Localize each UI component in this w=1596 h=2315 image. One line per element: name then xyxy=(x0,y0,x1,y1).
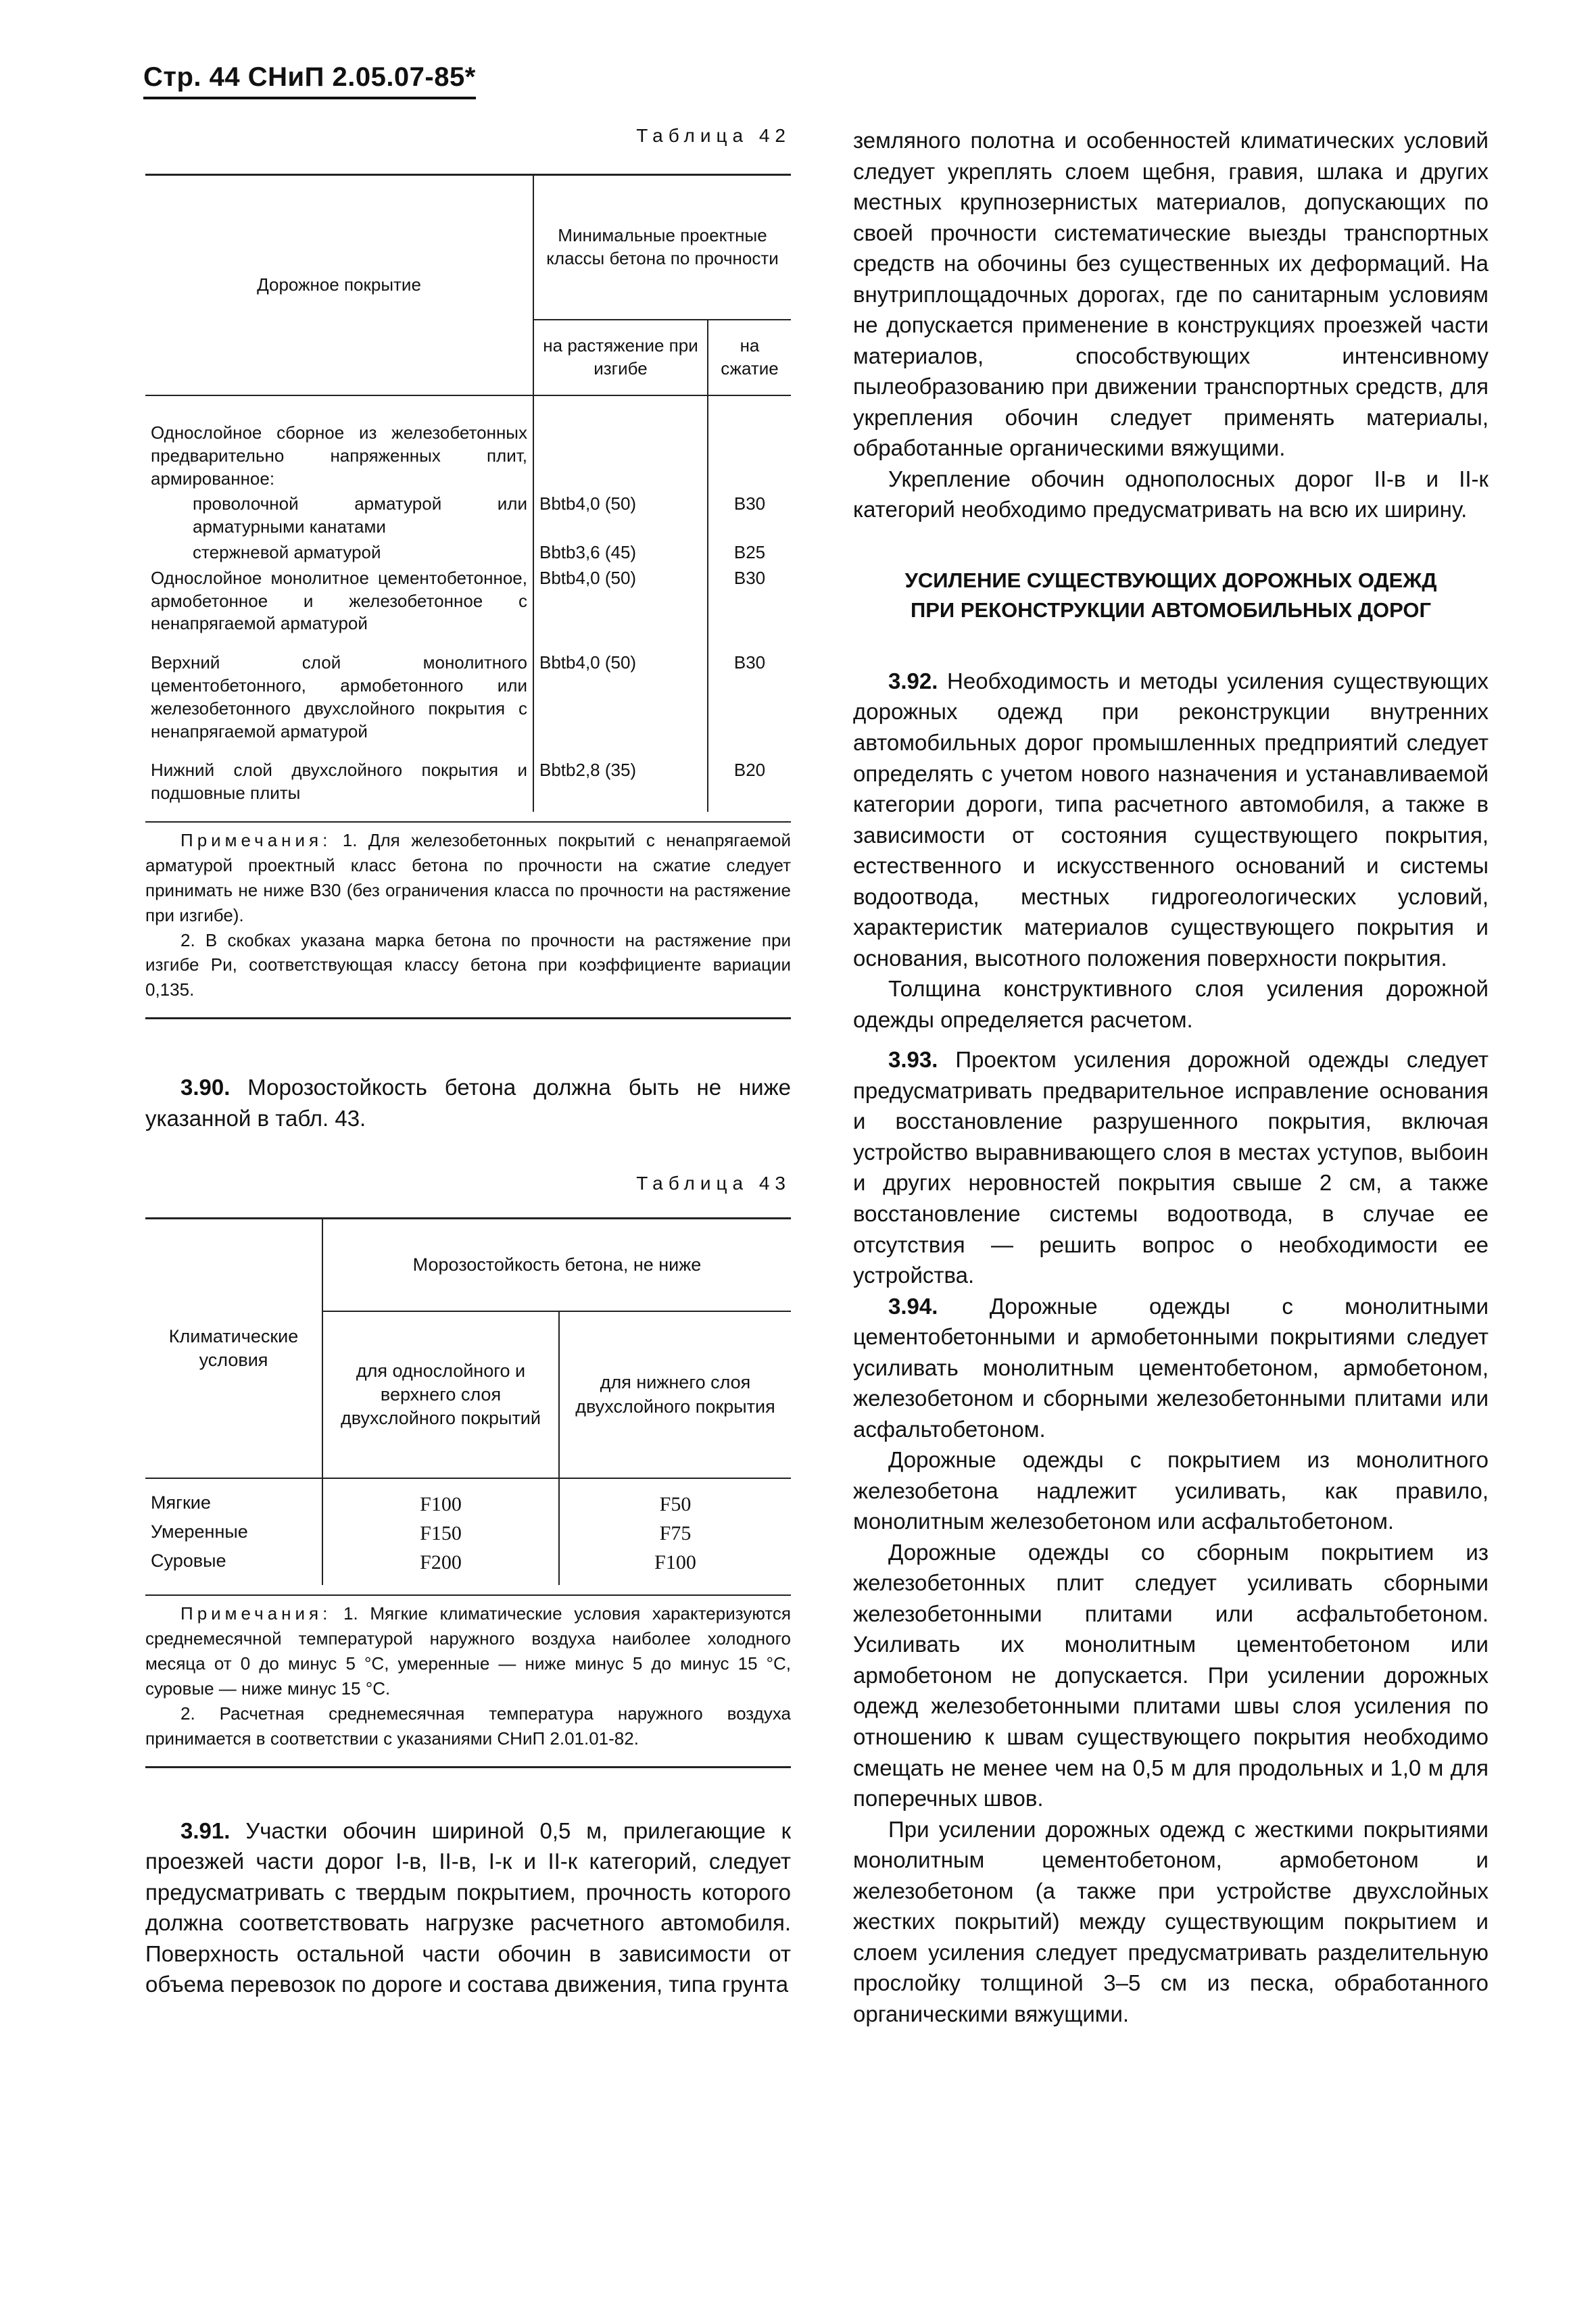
table-cell: Bbtb4,0 (50) xyxy=(533,491,708,540)
notes-label: Примечания: xyxy=(180,829,332,850)
table-cell: F100 xyxy=(654,1551,696,1574)
table-row xyxy=(145,491,791,540)
paragraph-3-92-cont: Толщина конструктивного слоя усиления дорожной одежды определяется расчетом. xyxy=(853,976,1489,1032)
paragraph-3-94-b: Дорожные одежды с покрытием из монолитного железобетона надлежит усиливать, как правило, монолитным железобетоном или асфальтобетоном. xyxy=(853,1447,1489,1534)
table-43-note-1: 1. Мягкие климатические условия характеризуются среднемесячной температурой наружного воздуха наиболее холодного месяца от 0 до минус 5 °С, умеренные — ниже минус 5 до минус 15 °С, суровые — ниже минус 15 °С. xyxy=(145,1603,791,1699)
table-row xyxy=(145,1548,791,1585)
left-column xyxy=(145,125,791,2000)
table-42-note-1: 1. Для железобетонных покрытий с ненапрягаемой арматурой проектный класс бетона по прочности на сжатие следует принимать не ниже В30 (без ограничения класса по прочности на растяжение при изгибе). xyxy=(145,829,791,925)
table-43-header-climate: Климатические условия xyxy=(145,1219,322,1479)
table-cell: Однослойное монолитное цементобетонное, армобетонное и железобетонное с ненапрягаемой арматурой xyxy=(145,566,533,637)
table-cell xyxy=(708,395,791,491)
table-cell: Bbtb4,0 (50) xyxy=(533,566,708,637)
table-cell: стержневой арматурой xyxy=(145,540,533,566)
table-43 xyxy=(145,1217,791,1585)
table-42-caption: Таблица 42 xyxy=(636,125,791,146)
section-heading-line-2: ПРИ РЕКОНСТРУКЦИИ АВТОМОБИЛЬНЫХ ДОРОГ xyxy=(910,598,1432,622)
section-number: 3.91. xyxy=(180,1818,231,1843)
paragraph-text: Проектом усиления дорожной одежды следует предусматривать предварительное исправление основания и восстановление разрушенного покрытия, включая устройство выравнивающего слоя в местах уступов, выбоин и других неровностей покрытия свыше 2 см, а также восстановление системы водоотвода, в случае ее отсутствия — решить вопрос о необходимости ее устройства. xyxy=(853,1047,1489,1288)
page-header: Стр. 44 СНиП 2.05.07-85* xyxy=(143,62,476,99)
table-row xyxy=(145,540,791,566)
paragraph-continuation: земляного полотна и особенностей климатических условий следует укреплять слоем щебня, гравия, шлака и других местных крупнозернистых материалов, допускающих по своей прочности систематические выезды транспортных средств на обочины без существенных их деформаций. На внутриплощадочных дорогах, где по санитарным условиям не допускается применение в конструкциях проезжей части материалов, способствующих интенсивному пылеобразованию при движении транспортных средств, для укрепления обочин следует применять материалы, обработанные органическими вяжущими. xyxy=(853,128,1489,461)
section-number: 3.92. xyxy=(888,668,938,693)
paragraph-3-92 xyxy=(853,666,1489,973)
paragraph-text: Необходимость и методы усиления существующих дорожных одежд при реконструкции внутренних автомобильных дорог промышленных предприятий следует определять с учетом нового назначения и устанавливаемой категории дороги, типа расчетного автомобиля, а также в зависимости от состояния существующего покрытия, естественного и искусственного оснований и системы водоотвода, местных гидрогеологических условий, характеристик материалов существующего покрытия и основания, высотного положения поверхности покрытия. xyxy=(853,668,1489,971)
table-43-header-lower-layer: для нижнего слоя двухслойного покрытия xyxy=(559,1311,791,1479)
paragraph-3-91 xyxy=(145,1816,791,2000)
paragraph-shoulders: Укрепление обочин однополосных дорог II-в и II-к категорий необходимо предусматривать на всю их ширину. xyxy=(853,466,1489,522)
table-cell xyxy=(533,395,708,491)
table-row xyxy=(145,566,791,637)
paragraph-3-94-c: Дорожные одежды со сборным покрытием из железобетонных плит следует усиливать сборными железобетонными плитами или асфальтобетоном. Усиливать их монолитным цементобетоном или армобетоном не допускается. При усилении дорожных одежд железобетонными плитами швы слоя усиления по отношению к швам существующего покрытия необходимо смещать не менее чем на 0,5 м для продольных и 1,0 м для поперечных швов. xyxy=(853,1539,1489,1811)
table-cell: Bbtb2,8 (35) xyxy=(533,744,708,812)
table-row xyxy=(145,744,791,812)
separator-line xyxy=(145,1766,791,1768)
table-43-header-group: Морозостойкость бетона, не ниже xyxy=(322,1219,791,1311)
paragraph-3-94 xyxy=(853,1291,1489,1445)
table-cell: Bbtb3,6 (45) xyxy=(533,540,708,566)
table-cell: B30 xyxy=(733,493,766,514)
table-cell: F100 xyxy=(322,1478,559,1519)
section-heading-line-1: УСИЛЕНИЕ СУЩЕСТВУЮЩИХ ДОРОЖНЫХ ОДЕЖД xyxy=(904,568,1437,592)
table-cell: F75 xyxy=(659,1522,692,1545)
table-42-header-compression: на сжатие xyxy=(708,320,791,395)
table-cell: B30 xyxy=(733,652,766,673)
paragraph-3-94-d: При усилении дорожных одежд с жесткими покрытиями монолитным цементобетоном, армобетоном и железобетоном (а также при устройстве двухслойных жестких покрытий) между существующим покрытием и слоем усиления следует предусматривать разделительную прослойку толщиной 3–5 см из песка, обработанного органическими вяжущими. xyxy=(853,1816,1489,2026)
table-cell: F50 xyxy=(659,1493,692,1516)
table-cell: Мягкие xyxy=(145,1478,322,1519)
table-cell: B25 xyxy=(733,541,766,562)
table-cell: проволочной арматурой или арматурными канатами xyxy=(145,491,533,540)
table-row xyxy=(145,1519,791,1548)
table-42-notes xyxy=(145,821,791,1002)
table-42 xyxy=(145,174,791,812)
section-number: 3.93. xyxy=(888,1047,938,1073)
section-number: 3.90. xyxy=(180,1075,231,1100)
paragraph-text: Дорожные одежды с монолитными цементобетонными и армобетонными покрытиями следует усиливать монолитным цементобетоном, армобетоном, железобетоном и сборными железобетонными плитами или асфальтобетоном. xyxy=(853,1293,1489,1442)
paragraph-text: Морозостойкость бетона должна быть не ниже указанной в табл. 43. xyxy=(145,1075,791,1131)
table-row xyxy=(145,637,791,744)
section-number: 3.94. xyxy=(888,1293,938,1319)
table-cell: B30 xyxy=(733,567,766,588)
paragraph-3-90 xyxy=(145,1072,791,1134)
table-cell: B20 xyxy=(733,760,766,781)
table-cell: Bbtb4,0 (50) xyxy=(533,637,708,744)
table-cell: Суровые xyxy=(145,1548,322,1585)
section-heading xyxy=(853,566,1489,625)
table-43-note-2: 2. Расчетная среднемесячная температура наружного воздуха принимается в соответствии с указаниями СНиП 2.01.01-82. xyxy=(145,1703,791,1749)
table-42-header-pavement: Дорожное покрытие xyxy=(145,175,533,396)
table-43-notes xyxy=(145,1594,791,1751)
table-cell: Однослойное сборное из железобетонных предварительно напряженных плит, армированное: xyxy=(145,395,533,491)
table-42-header-tension: на растяжение при изгибе xyxy=(533,320,708,395)
table-cell: F150 xyxy=(322,1519,559,1548)
paragraph-3-93 xyxy=(853,1044,1489,1290)
table-row xyxy=(145,395,791,491)
table-cell: Нижний слой двухслойного покрытия и подшовные плиты xyxy=(145,744,533,812)
table-43-caption: Таблица 43 xyxy=(636,1173,791,1194)
table-43-header-one-layer: для однослойного и верхнего слоя двухслойного покрытий xyxy=(322,1311,559,1479)
table-cell: F200 xyxy=(322,1548,559,1585)
right-column xyxy=(853,125,1489,2029)
separator-line xyxy=(145,1017,791,1019)
table-cell: Умеренные xyxy=(145,1519,322,1548)
table-row xyxy=(145,1478,791,1519)
table-42-header-group: Минимальные проектные классы бетона по прочности xyxy=(533,175,791,320)
table-cell: Верхний слой монолитного цементобетонного, армобетонного или железобетонного двухслойного покрытия с ненапрягаемой арматурой xyxy=(145,637,533,744)
table-42-note-2: 2. В скобках указана марка бетона по прочности на растяжение при изгибе Ри, соответствующая классу бетона при коэффициенте вариации 0,135. xyxy=(145,929,791,1000)
notes-label: Примечания: xyxy=(180,1603,332,1624)
paragraph-text: Участки обочин шириной 0,5 м, прилегающие к проезжей части дорог I-в, II-в, I-к и II-к категорий, следует предусматривать с твердым покрытием, прочность которого должна соответствовать нагрузке расчетного автомобиля. Поверхность остальной части обочин в зависимости от объема перевозок по дороге и состава движения, типа грунта xyxy=(145,1818,792,1997)
